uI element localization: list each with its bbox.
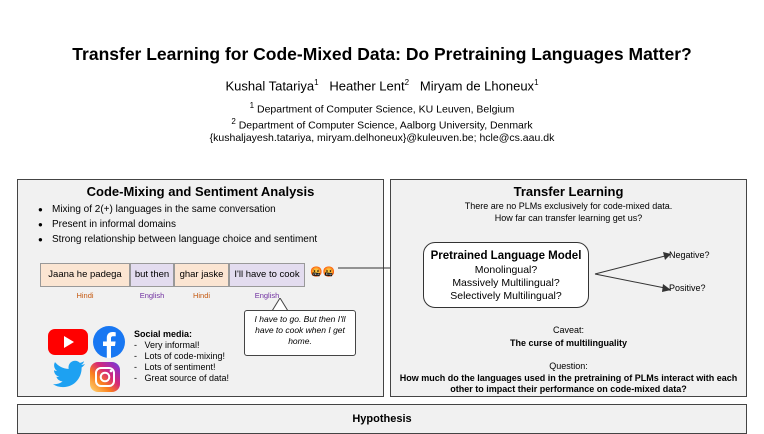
segment-hindi-1: Jaana he padega: [40, 263, 130, 287]
facebook-icon: [93, 326, 125, 358]
segment-english-1: but then: [130, 263, 174, 287]
transfer-learning-panel: [390, 179, 747, 397]
plm-option: Monolingual?: [474, 264, 538, 276]
question-text: How much do the languages used in the pretraining of PLMs interact with each other to impact their performance on code-mixed data?: [399, 373, 738, 394]
affil-sup: 1: [249, 101, 255, 110]
youtube-icon: [48, 326, 88, 356]
segment-english-2: I'll have to cook: [229, 263, 305, 287]
bullet-item: ● Mixing of 2(+) languages in the same conversation: [38, 202, 317, 217]
social-item: - Very informal!: [134, 340, 200, 350]
author-name: Heather Lent: [329, 78, 405, 94]
plm-option: Selectively Multilingual?: [450, 290, 562, 302]
segment-hindi-2: ghar jaske: [174, 263, 229, 287]
author-name: Kushal Tatariya: [225, 78, 315, 94]
affil-sup: 2: [231, 117, 236, 126]
lang-label-hindi: Hindi: [192, 291, 211, 300]
poster-title: Transfer Learning for Code-Mixed Data: Do Pretraining Languages Matter?: [72, 44, 692, 64]
social-item-text: Lots of sentiment!: [144, 362, 216, 372]
social-heading: Social media:: [134, 329, 193, 339]
panel-title: Transfer Learning: [513, 184, 624, 199]
social-item: - Lots of sentiment!: [134, 362, 216, 372]
translation-bubble: I have to go. But then I'll have to cook when I get home.: [244, 310, 356, 356]
panel-title: Code-Mixing and Sentiment Analysis: [86, 184, 315, 199]
author-affil: 1: [534, 78, 539, 87]
intro-line: How far can transfer learning get us?: [494, 213, 643, 223]
panel-title: Hypothesis: [352, 413, 412, 425]
output-arrows: [593, 250, 673, 300]
intro-line: There are no PLMs exclusively for code-mixed data.: [464, 201, 673, 211]
angry-emoji: 🤬🤬: [310, 267, 335, 278]
bullet-list: [38, 202, 317, 247]
social-item-text: Lots of code-mixing!: [144, 351, 226, 361]
lang-label-english: English: [139, 291, 165, 300]
lang-label-hindi: Hindi: [76, 291, 94, 300]
plm-box: [423, 242, 589, 308]
social-media-notes: [134, 329, 229, 384]
bullet-item: ● Strong relationship between language choice and sentiment: [38, 232, 317, 247]
social-item: - Great source of data!: [134, 373, 230, 383]
code-mixing-panel: [17, 179, 384, 397]
social-item-text: Very informal!: [144, 340, 200, 350]
affiliation-1: [0, 101, 764, 116]
social-item-text: Great source of data!: [144, 373, 230, 383]
social-item: - Lots of code-mixing!: [134, 351, 226, 361]
hypothesis-panel: [17, 404, 747, 434]
author-affil: 1: [314, 78, 319, 87]
caveat-label: Caveat:: [552, 325, 585, 335]
email-line: {kushaljayesh.tatariya, miryam.delhoneux}@kuleuven.be; hcle@cs.aau.dk: [209, 132, 555, 144]
output-positive: Positive?: [669, 283, 706, 293]
question-label: Question:: [549, 361, 588, 371]
instagram-icon: [90, 362, 120, 392]
bullet-item: ● Present in informal domains: [38, 217, 317, 232]
author-name: Miryam de Lhoneux: [419, 78, 535, 94]
lang-label-english: English: [254, 291, 280, 300]
affiliation-2: [0, 117, 764, 132]
author-list: [0, 78, 764, 93]
plm-title: Pretrained Language Model: [430, 250, 582, 262]
affil-text: Department of Computer Science, Aalborg University, Denmark: [238, 119, 533, 132]
twitter-icon: [52, 360, 86, 388]
author-affil: 2: [404, 78, 410, 87]
plm-option: Massively Multilingual?: [452, 277, 560, 289]
caveat-text: The curse of multilinguality: [509, 338, 627, 348]
output-negative: Negative?: [669, 250, 710, 260]
affil-text: Department of Computer Science, KU Leuven, Belgium: [256, 103, 515, 116]
